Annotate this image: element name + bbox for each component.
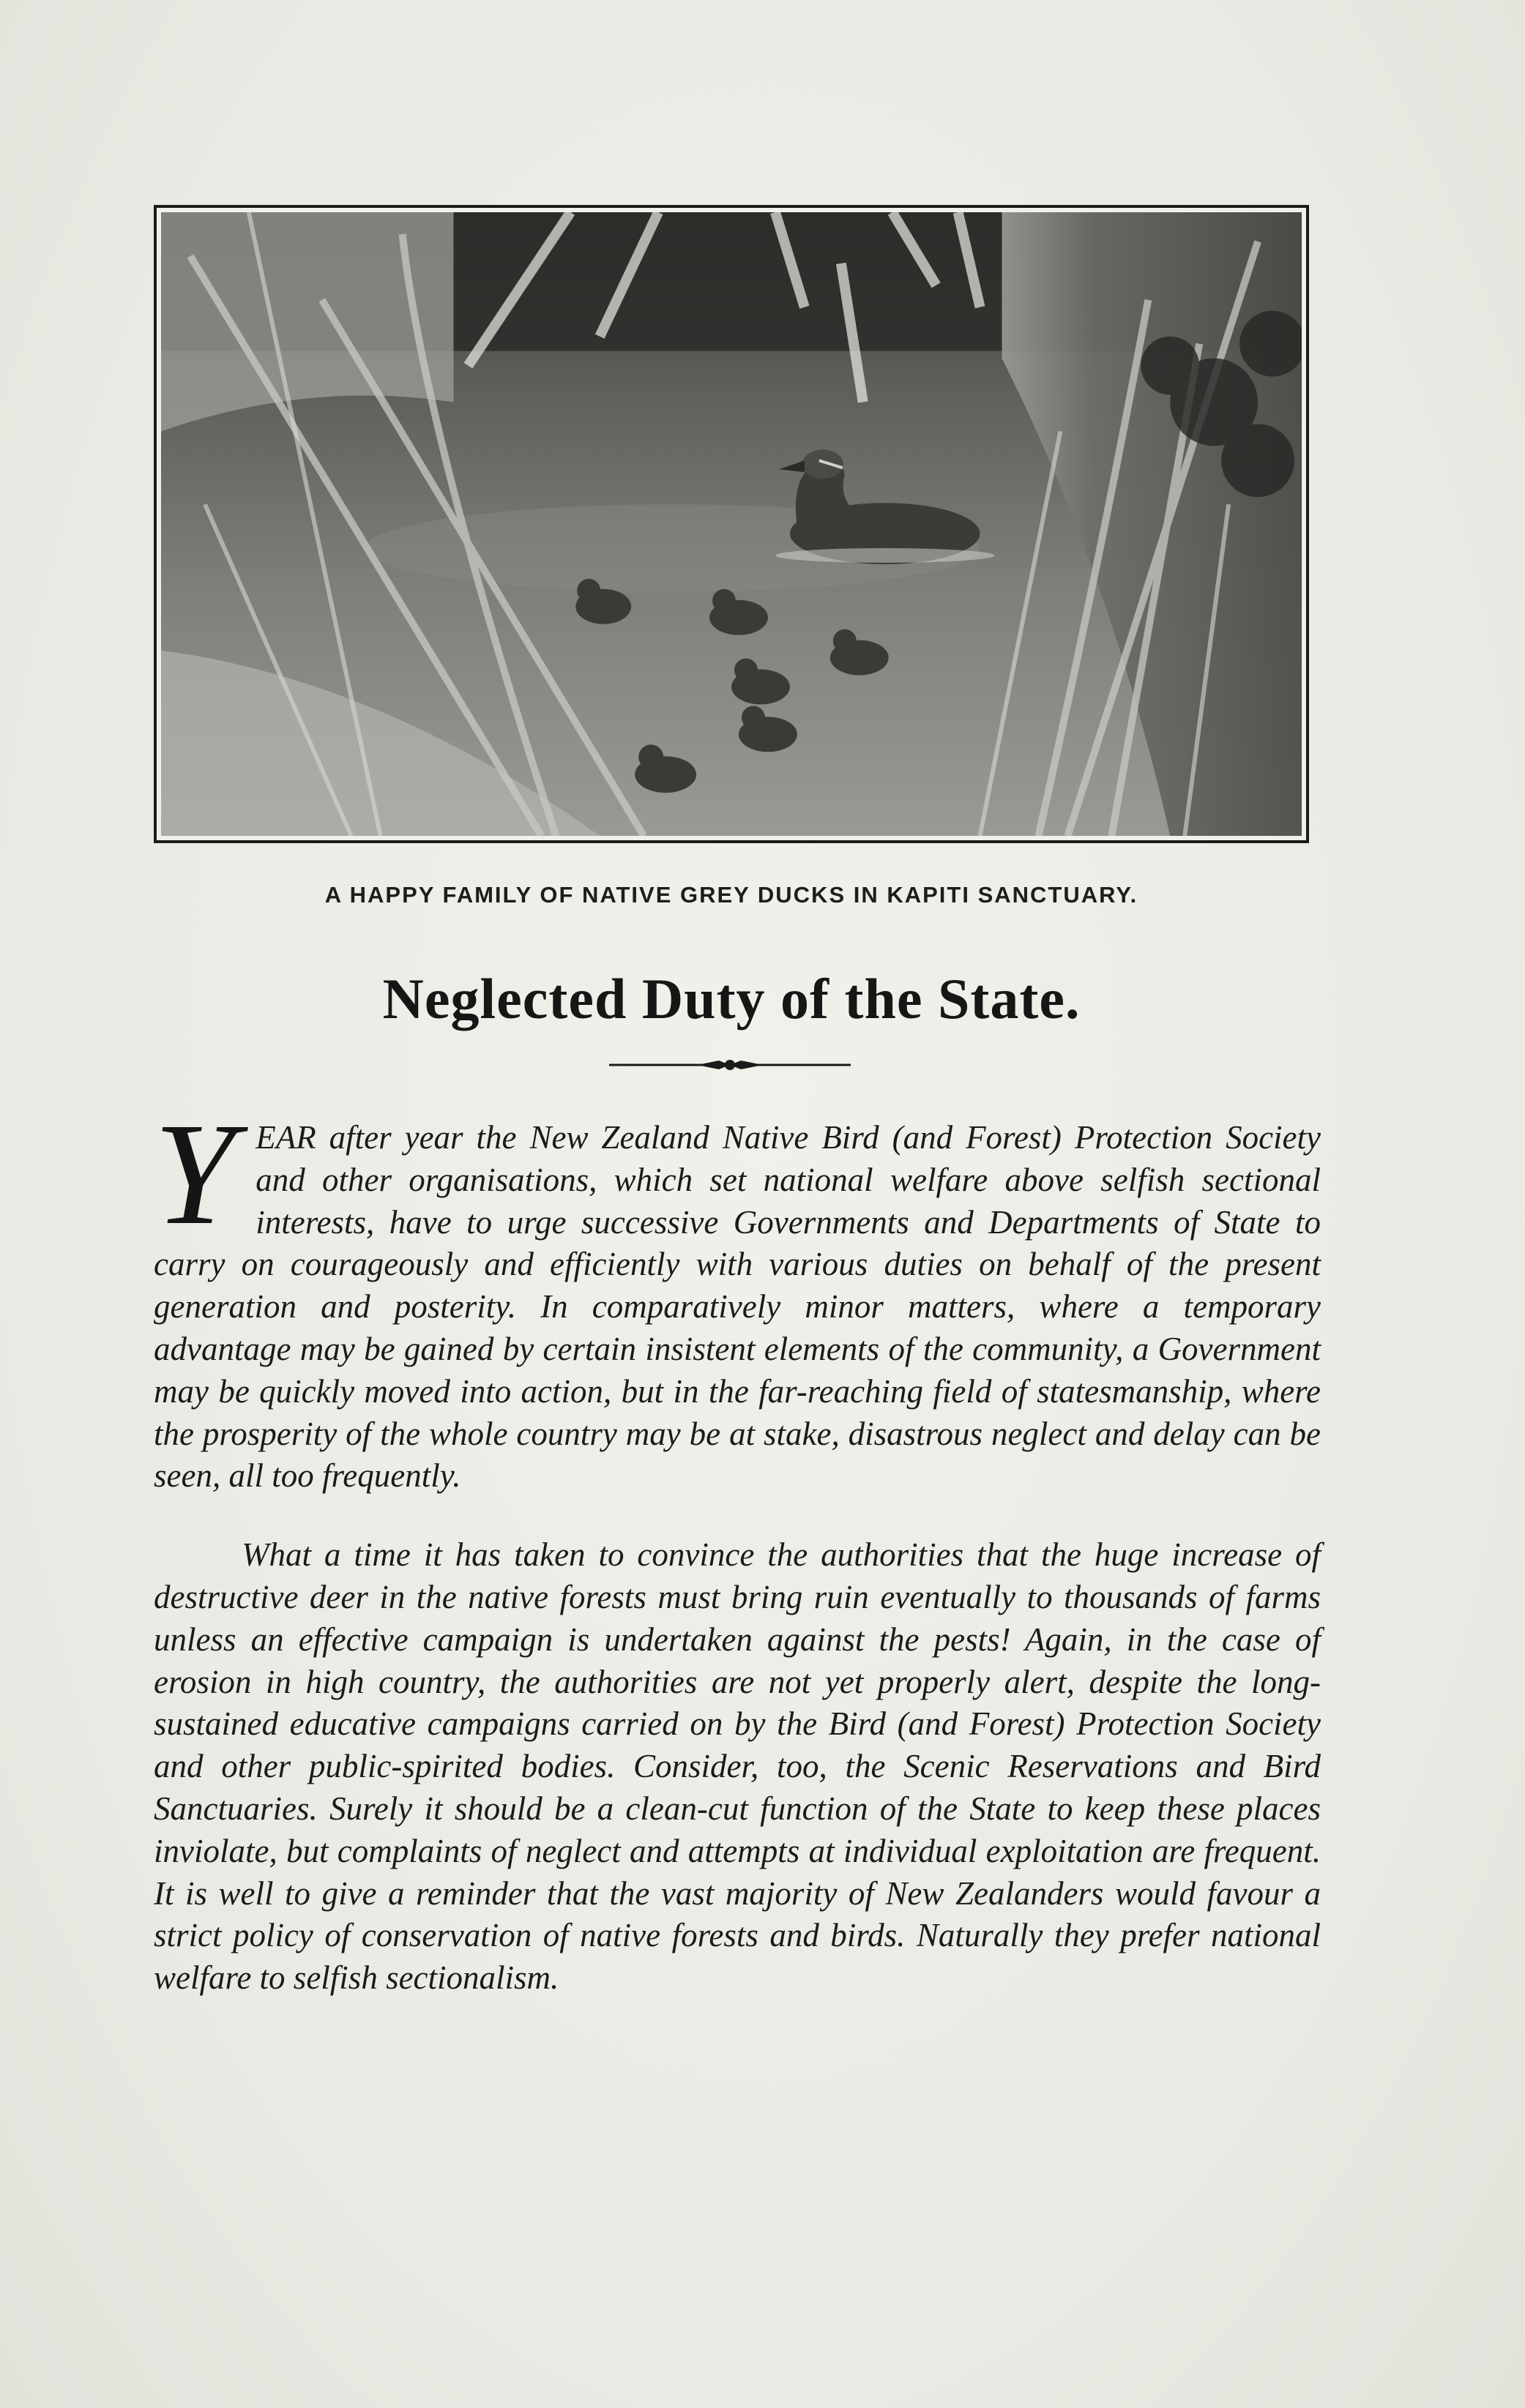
photo-caption: A HAPPY FAMILY OF NATIVE GREY DUCKS IN KAPITI SANCTUARY. — [324, 882, 1138, 908]
ornament-divider — [609, 1054, 851, 1076]
duck-photograph — [154, 205, 1309, 843]
paragraph-1-text: EAR after year the New Zealand Native Bird (and Forest) Protection Society and other organisations, which set national welfare above selfish sectional interests, have to urge successive Governments and Departments of State to carry on courageously and efficiently with various duties on behalf of the present generation and posterity. In comparatively minor matters, where a temporary advantage may be gained by certain insistent elements of the community, a Government may be quickly moved into action, but in the far-reaching field of statesmanship, where the prosperity of the whole country may be at stake, disastrous neglect and delay can be seen, all too frequently. — [154, 1119, 1321, 1495]
article-body — [154, 1093, 1321, 2000]
paragraph-2: What a time it has taken to convince the authorities that the huge increase of destructive deer in the native forests must bring ruin eventually to thousands of farms unless an effective campaign is undertaken against the pests! Again, in the case of erosion in high country, the authorities are not yet properly alert, despite the long-sustained educative campaigns carried on by the Bird (and Forest) Protection Society and other public-spirited bodies. Consider, too, the Scenic Reservations and Bird Sanctuaries. Surely it should be a clean-cut function of the State to keep these places inviolate, but complaints of neglect and attempts at individual exploitation are frequent. It is well to give a reminder that the vast majority of New Zealanders would favour a strict policy of conservation of native forests and birds. Naturally they prefer national welfare to selfish sectionalism. — [154, 1536, 1321, 1997]
photo-image — [161, 212, 1302, 836]
paragraph-1 — [154, 1093, 1321, 1497]
article-title: Neglected Duty of the State. — [382, 967, 1081, 1031]
dropcap-letter: Y — [154, 1093, 236, 1255]
